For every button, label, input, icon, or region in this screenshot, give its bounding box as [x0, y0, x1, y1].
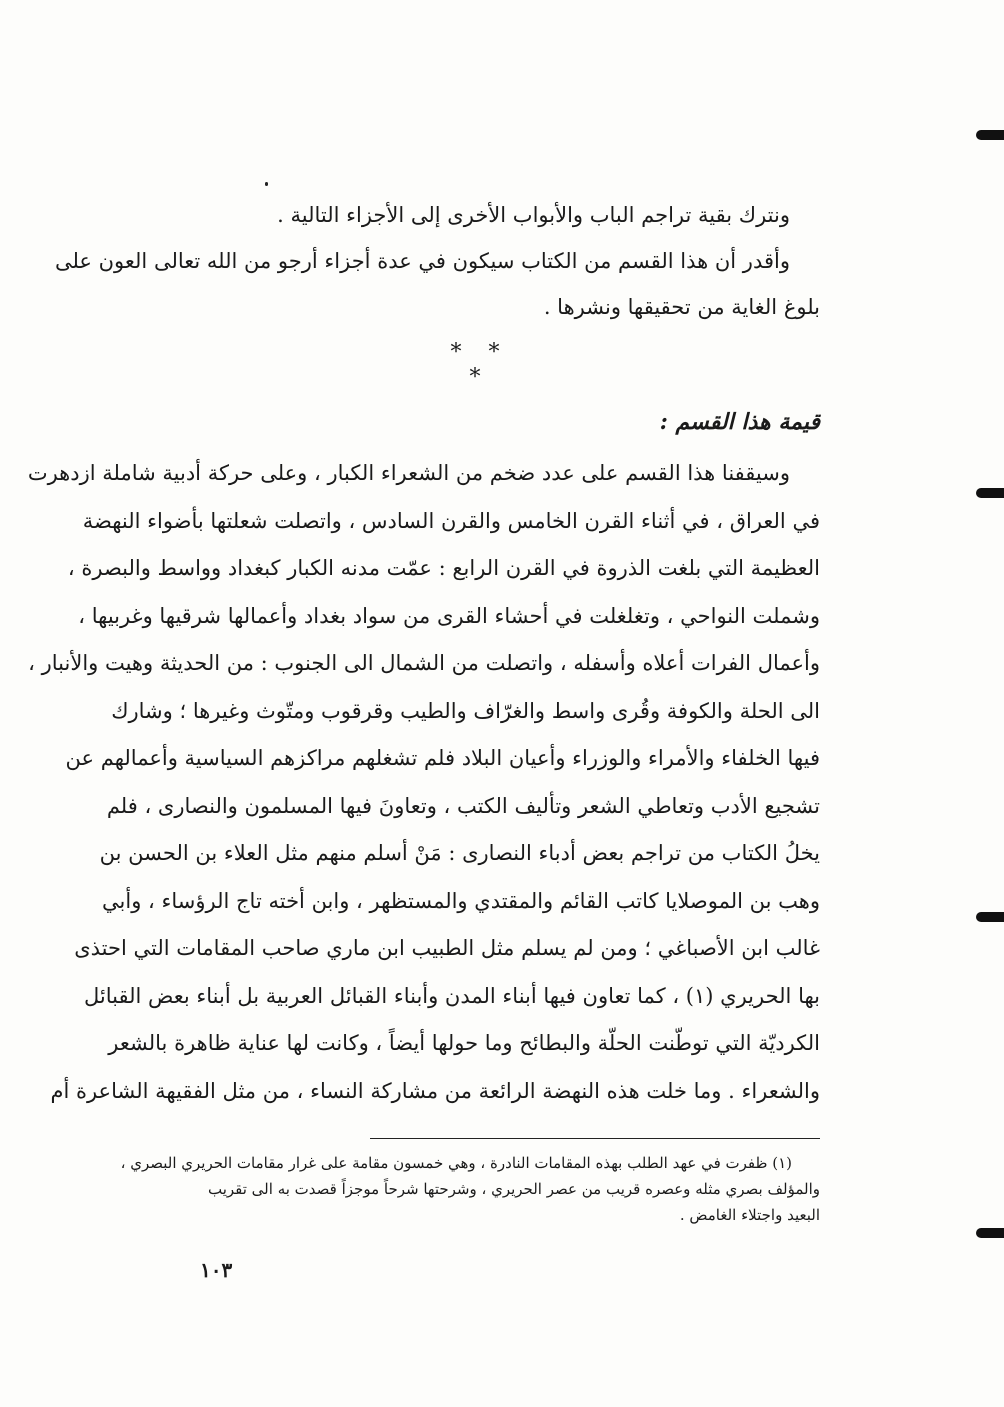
section-separator: * * * — [450, 340, 510, 390]
body-line: تشجيع الأدب وتعاطي الشعر وتأليف الكتب ، وتعاونَ فيها المسلمون والنصارى ، فلم — [106, 793, 820, 818]
scan-edge-mark — [976, 912, 1004, 922]
body-line: وسيقفنا هذا القسم على عدد ضخم من الشعراء الكبار ، وعلى حركة أدبية شاملة ازدهرت — [27, 461, 790, 485]
footnote-divider — [370, 1138, 820, 1139]
body-line: في العراق ، في أثناء القرن الخامس والقرن السادس ، واتصلت شعلتها بأضواء النهضة — [82, 508, 820, 533]
footnote-line: البعيد واجتلاء الغامض . — [679, 1206, 820, 1224]
footnote-line: (١) ظفرت في عهد الطلب بهذه المقامات النادرة ، وهي خمسون مقامة على غرار مقامات الحريري البصري ، — [120, 1154, 792, 1172]
body-line: بها الحريري (١) ، كما تعاون فيها أبناء المدن وأبناء القبائل العربية بل أبناء بعض القبائل — [83, 983, 820, 1008]
body-line: وهب بن الموصلايا كاتب القائم والمقتدي والمستظهر ، وابن أخته تاج الرؤساء ، وأبي — [102, 888, 820, 913]
intro-line: بلوغ الغاية من تحقيقها ونشرها . — [543, 295, 820, 319]
body-paragraph — [27, 450, 820, 1115]
intro-paragraphs — [54, 192, 820, 330]
body-line: فيها الخلفاء والأمراء والوزراء وأعيان البلاد فلم تشغلهم مراكزهم السياسية وأعمالهم عن — [65, 746, 820, 770]
body-line: وشملت النواحي ، وتغلغلت في أحشاء القرى من سواد بغداد وأعمالها شرقيها وغربيها ، — [78, 603, 820, 628]
scan-edge-mark — [976, 488, 1004, 498]
intro-line: ونترك بقية تراجم الباب والأبواب الأخرى إلى الأجزاء التالية . — [277, 203, 790, 227]
ink-speck — [265, 182, 268, 186]
body-line: وأعمال الفرات أعلاه وأسفله ، واتصلت من الشمال الى الجنوب : من الحديثة وهيت والأنبار ، — [28, 651, 820, 675]
body-line: الى الحلة والكوفة وقُرى واسط والغرّاف والطيب وقرقوب ومتّوث وغيرها ؛ وشارك — [111, 698, 820, 723]
body-line: الكرديّة التي توطّنت الحلّة والبطائح وما حولها أيضاً ، وكانت لها عناية ظاهرة بالشعر — [108, 1031, 820, 1055]
body-line: العظيمة التي بلغت الذروة في القرن الرابع : عمّت مدنه الكبار كبغداد وواسط والبصرة ، — [67, 556, 820, 580]
body-line: غالب ابن الأصباغي ؛ ومن لم يسلم مثل الطبيب ابن ماري صاحب المقامات التي احتذى — [74, 936, 820, 960]
footnote-line: والمؤلف بصري مثله وعصره قريب من عصر الحريري ، وشرحتها شرحاً موجزاً قصدت به الى تقريب — [207, 1180, 820, 1198]
body-line: يخلُ الكتاب من تراجم بعض أدباء النصارى : مَنْ أسلم منهم مثل العلاء بن الحسن بن — [99, 841, 820, 865]
section-heading: قيمة هذا القسم : — [659, 409, 820, 435]
footnotes — [120, 1150, 820, 1228]
scan-edge-mark — [976, 1228, 1004, 1238]
scan-edge-mark — [976, 130, 1004, 140]
body-line: والشعراء . وما خلت هذه النهضة الرائعة من مشاركة النساء ، من مثل الفقيهة الشاعرة أم — [50, 1078, 820, 1103]
intro-line: وأقدر أن هذا القسم من الكتاب سيكون في عدة أجزاء أرجو من الله تعالى العون على — [54, 249, 790, 273]
page-number: ١٠٣ — [200, 1258, 233, 1282]
